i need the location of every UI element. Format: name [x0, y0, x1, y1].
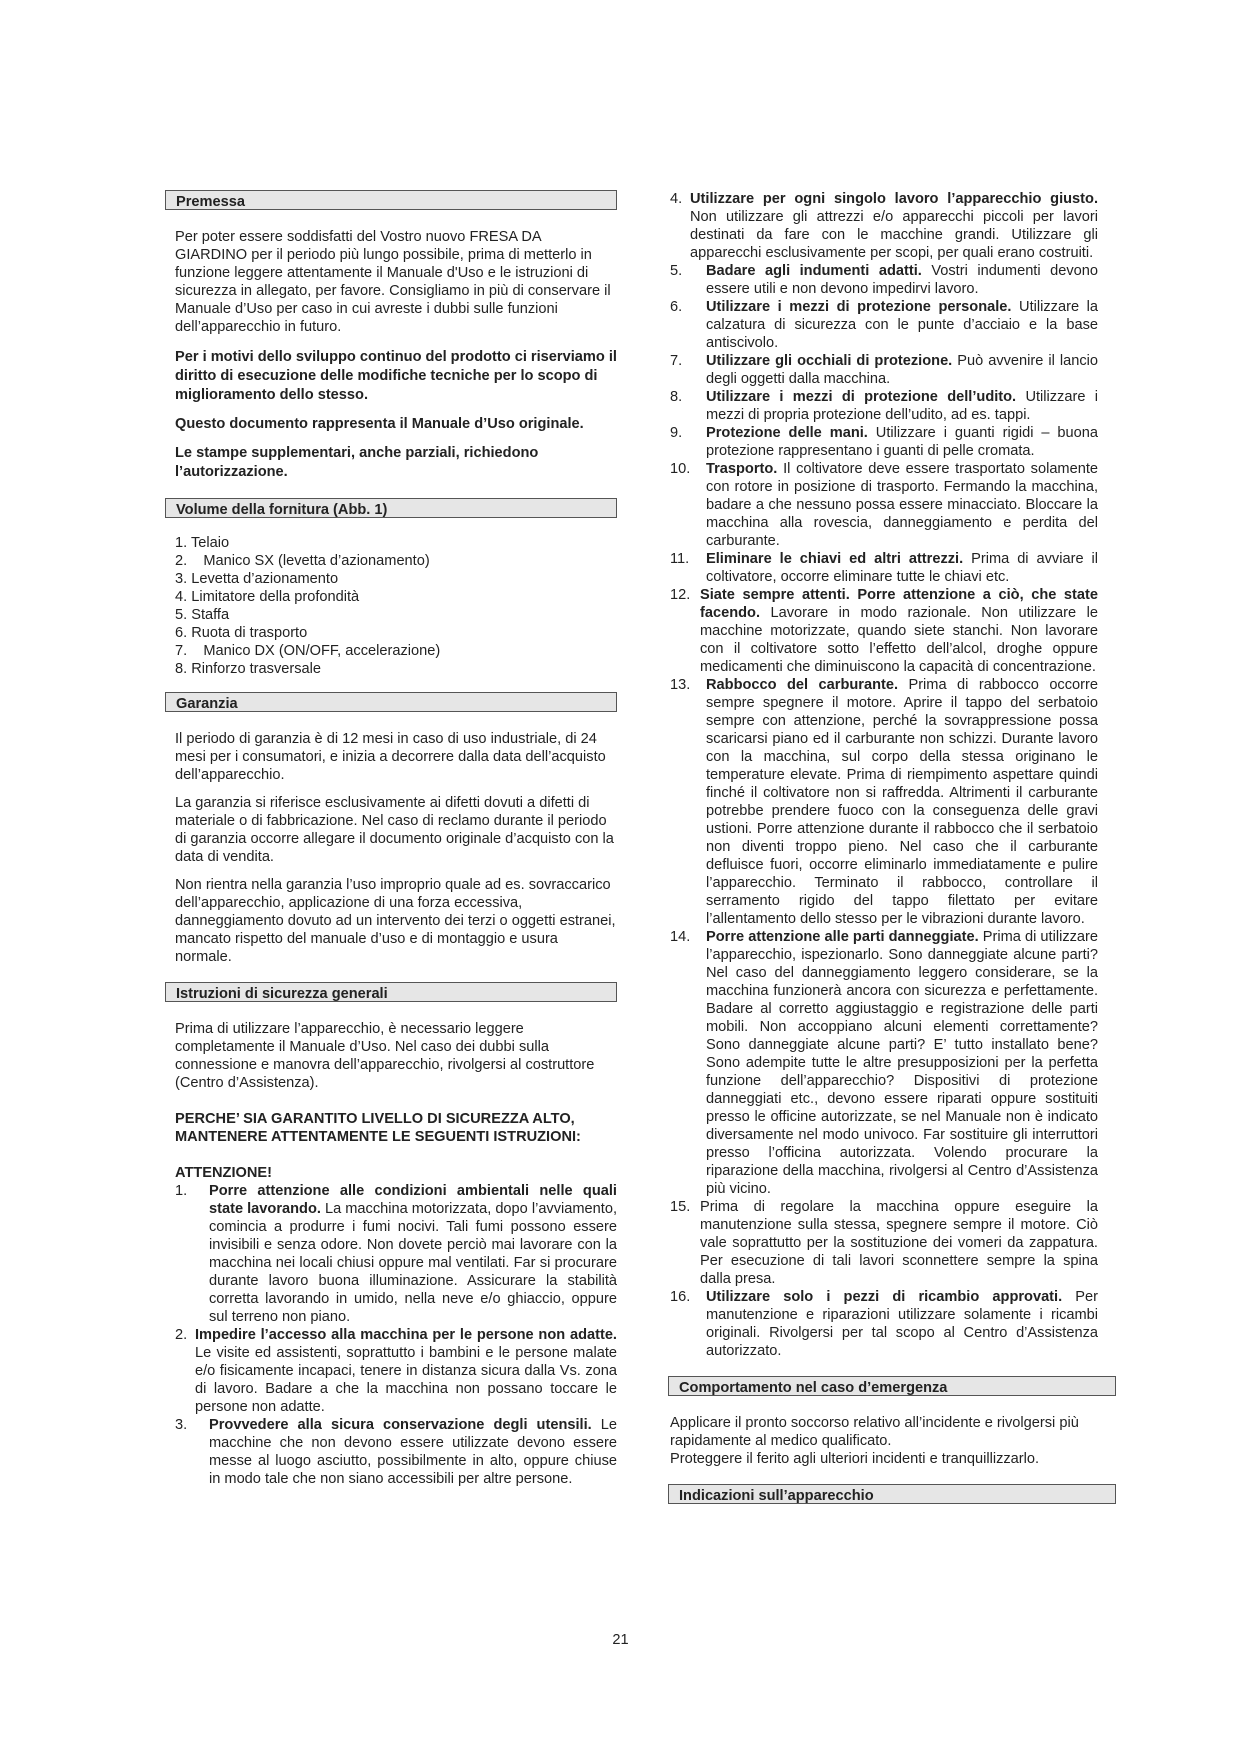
safety-item-text: Prima di rabbocco occorre sempre spegnere il motore. Aprire il tappo del serbatoio sempre con attenzione, perché la sovrappressione possa scaricarsi piano ed il carburante non schizzi. Durante lavoro con la macchina, sul corpo della stessa originano le temperature elevate. Prima di riempimento aspettare quindi finché il coltivatore non si raffredda. Altrimenti il carburante potrebbe prendere fuoco con la conseguenza delle gravi ustioni. Porre attenzione durante il rabbocco che il serbatoio non diventi troppo pieno. Nel caso che il carburante defluisce fuori, occorre eliminarlo immediatamente e pulire l’apparecchio. Terminato il rabbocco, controllare il serramento rigido del tappo filettato per evitare l’allentamento dello stesso per le vibrazioni durante lavoro.	[706, 677, 1098, 927]
safety-item-text: Le macchine che non devono essere utilizzate devono essere messe al luogo asciutto, possibilmente in alto, oppure chiuse in modo tale che non siano accessibili per altre persone.	[209, 1417, 617, 1487]
safety-item-number: 13.	[670, 677, 691, 693]
safety-item-number: 10.	[670, 461, 691, 477]
safety-item-number: 14.	[670, 929, 691, 945]
safety-item	[670, 586, 1098, 676]
safety-item-title: Trasporto.	[706, 461, 778, 477]
safety-item-text: Non utilizzare gli attrezzi e/o apparecchi piccoli per lavori destinati da fare con le macchine grandi. Utilizzare gli apparecchi esclusivamente per scopi, per quali erano costruiti.	[690, 209, 1098, 261]
section-heading-emergenza: Comportamento nel caso d’emergenza	[668, 1376, 1116, 1396]
safety-item-number: 11.	[670, 551, 690, 567]
safety-item	[670, 352, 1098, 388]
safety-item-number: 8.	[670, 389, 683, 405]
section-heading-indicazioni: Indicazioni sull’apparecchio	[668, 1484, 1116, 1504]
volume-list	[165, 534, 617, 678]
list-item: 2. Manico SX (levetta d’azionamento)	[175, 553, 430, 569]
premessa-paragraph-1: Per poter essere soddisfatti del Vostro nuovo FRESA DA GIARDINO per il periodo più lungo possibile, prima di metterlo in funzione leggere attentamente il Manuale d'Uso e le istruzioni di sicurezza in allegato, per favore. Consigliamo in più di conservare il Manuale d’Uso per caso in cui avreste i dubbi sulle funzioni dell’apparecchio in futuro.	[175, 229, 611, 335]
safety-item-text: Utilizzare la calzatura di sicurezza con le punte d’acciaio e la base antiscivolo.	[706, 299, 1098, 351]
safety-item-text: Prima di avviare il coltivatore, occorre eliminare tutte le chiavi etc.	[706, 551, 1098, 585]
safety-item-number: 16.	[670, 1289, 691, 1305]
safety-item-title: Eliminare le chiavi ed altri attrezzi.	[706, 551, 964, 567]
safety-item	[670, 928, 1098, 1198]
safety-item-title: Porre attenzione alle parti danneggiate.	[706, 929, 979, 945]
emergenza-paragraph-2: Proteggere il ferito agli ulteriori incidenti e tranquillizzarlo.	[670, 1451, 1040, 1467]
safety-item-title: Porre attenzione alle condizioni ambientali nelle quali state lavorando.	[209, 1183, 617, 1217]
safety-item-number: 12.	[670, 587, 691, 603]
safety-item-title: Utilizzare solo i pezzi di ricambio approvati.	[706, 1289, 1063, 1305]
safety-item-text: Utilizzare i guanti rigidi – buona protezione rappresentano i guanti di pelle cromata.	[706, 425, 1099, 459]
safety-item	[670, 262, 1098, 298]
garanzia-paragraph-3: Non rientra nella garanzia l’uso improprio quale ad es. sovraccarico dell’apparecchio, applicazione di una forza eccessiva, danneggiamento dovuto ad un intervento dei terzi o oggetti estranei, mancato rispetto del manuale d’uso e di montaggio e usura normale.	[175, 877, 616, 965]
safety-item-number: 3.	[175, 1417, 188, 1433]
safety-item-text: Può avvenire il lancio degli oggetti dalla macchina.	[706, 353, 1098, 387]
safety-item	[670, 190, 1098, 262]
safety-list-right	[670, 190, 1098, 1360]
safety-item-text: Il coltivatore deve essere trasportato solamente con rotore in posizione di trasporto. Fermando la macchina, badare a che nessuno possa essere minacciato. Bloccare la macchina alla rovescia, danneggiamento e perdita del carburante.	[706, 461, 1098, 549]
safety-item-title: Badare agli indumenti adatti.	[706, 263, 922, 279]
section-heading-garanzia: Garanzia	[165, 692, 617, 712]
safety-item-number: 9.	[670, 425, 683, 441]
list-item: 1. Telaio	[175, 535, 230, 551]
safety-item-text: Prima di regolare la macchina oppure eseguire la manutenzione sulla stessa, spegnere sempre il motore. Ciò vale soprattutto per la sostituzione dei vomeri da zappatura. Per esecuzione di tali lavori sconnettere sempre la spina dalla presa.	[700, 1199, 1098, 1287]
safety-item-title: Impedire l’accesso alla macchina per le persone non adatte.	[195, 1327, 617, 1343]
safety-item-title: Provvedere alla sicura conservazione degli utensili.	[209, 1417, 592, 1433]
safety-item	[175, 1182, 617, 1326]
safety-item-title: Siate sempre attenti. Porre attenzione a ciò, che state facendo.	[700, 587, 1098, 621]
safety-item-number: 6.	[670, 299, 683, 315]
safety-item	[175, 1326, 617, 1416]
safety-item-number: 4.	[670, 191, 683, 207]
premessa-paragraph-2: Per i motivi dello sviluppo continuo del prodotto ci riserviamo il diritto di esecuzione delle modifiche tecniche per lo scopo di miglioramento dello stesso.	[175, 349, 617, 403]
safety-item	[670, 1198, 1098, 1288]
safety-item-number: 7.	[670, 353, 683, 369]
safety-item-text: Lavorare in modo razionale. Non utilizzare le macchine motorizzate, quando siete stanchi. Non lavorare con il coltivatore sotto l’effetto dell’alcol, droghe oppure medicamenti che diminuiscono la capacità di concentrazione.	[700, 605, 1098, 675]
safety-item-title: Rabbocco del carburante.	[706, 677, 899, 693]
section-heading-volume: Volume della fornitura (Abb. 1)	[165, 498, 617, 518]
section-heading-istruzioni: Istruzioni di sicurezza generali	[165, 982, 617, 1002]
safety-item-text: Utilizzare i mezzi di propria protezione dell’udito, ad es. tappi.	[706, 389, 1099, 423]
safety-item	[670, 1288, 1098, 1360]
safety-item-number: 2.	[175, 1327, 188, 1343]
safety-item-title: Utilizzare i mezzi di protezione dell’udito.	[706, 389, 1017, 405]
safety-item-title: Protezione delle mani.	[706, 425, 868, 441]
premessa-paragraph-3: Questo documento rappresenta il Manuale d’Uso originale.	[175, 416, 584, 432]
safety-item	[670, 460, 1098, 550]
premessa-paragraph-4: Le stampe supplementari, anche parziali, richiedono l’autorizzazione.	[175, 445, 539, 480]
safety-item-number: 15.	[670, 1199, 691, 1215]
list-item: 4. Limitatore della profondità	[175, 589, 360, 605]
list-item: 5. Staffa	[175, 607, 230, 623]
safety-item-text: Vostri indumenti devono essere utili e non devono impedirvi lavoro.	[706, 263, 1098, 297]
safety-item-text: Le visite ed assistenti, soprattutto i bambini e le persone malate e/o fisicamente incapaci, tenere in distanza sicura dalla Vs. zona di lavoro. Badare a che la macchina non possano toccare le persone non adatte.	[195, 1345, 617, 1415]
page-number: 21	[612, 1632, 629, 1648]
list-item: 8. Rinforzo trasversale	[175, 661, 321, 677]
attenzione-label: ATTENZIONE!	[175, 1165, 273, 1181]
safety-item-title: Utilizzare i mezzi di protezione personale.	[706, 299, 1012, 315]
garanzia-paragraph-1: Il periodo di garanzia è di 12 mesi in caso di uso industriale, di 24 mesi per i consumatori, e inizia a decorrere dalla data dell’acquisto dell’apparecchio.	[175, 731, 606, 783]
left-column	[165, 190, 617, 1488]
istruzioni-caps-warning: PERCHE’ SIA GARANTITO LIVELLO DI SICUREZZA ALTO, MANTENERE ATTENTAMENTE LE SEGUENTI ISTRUZIONI:	[175, 1111, 581, 1145]
safety-list-left	[165, 1182, 617, 1488]
right-column	[670, 190, 1098, 1504]
safety-item	[670, 424, 1098, 460]
list-item: 3. Levetta d’azionamento	[175, 571, 339, 587]
safety-item-title: Utilizzare per ogni singolo lavoro l’apparecchio giusto.	[690, 191, 1098, 207]
emergenza-paragraph-1: Applicare il pronto soccorso relativo all’incidente e rivolgersi più rapidamente al medico qualificato.	[670, 1415, 1079, 1449]
safety-item	[175, 1416, 617, 1488]
safety-item-title: Utilizzare gli occhiali di protezione.	[706, 353, 953, 369]
section-heading-premessa: Premessa	[165, 190, 617, 210]
safety-item-text: La macchina motorizzata, dopo l’avviamento, comincia a produrre i fumi nocivi. Tali fumi possono essere invisibili e senza odore. Non dovete perciò mai lavorare con la macchina nei locali chiusi oppure mal ventilati. Far si procurare durante lavoro buona illuminazione. Assicurare la stabilità corretta lavorando in umido, nella neve e/o ghiaccio, oppure sul terreno non piano.	[209, 1201, 618, 1325]
safety-item	[670, 298, 1098, 352]
garanzia-paragraph-2: La garanzia si riferisce esclusivamente ai difetti dovuti a difetti di materiale o di fabbricazione. Nel caso di reclamo durante il periodo di garanzia occorre allegare il documento originale d’acquisto con la data di vendita.	[175, 795, 614, 865]
safety-item	[670, 550, 1098, 586]
list-item: 7. Manico DX (ON/OFF, accelerazione)	[175, 643, 441, 659]
safety-item	[670, 676, 1098, 928]
list-item: 6. Ruota di trasporto	[175, 625, 308, 641]
istruzioni-paragraph-1: Prima di utilizzare l’apparecchio, è necessario leggere completamente il Manuale d’Uso. Nel caso dei dubbi sulla connessione e manovra dell’apparecchio, rivolgersi al costruttore (Centro d’Assistenza).	[175, 1021, 595, 1091]
safety-item-text: Per manutenzione e riparazioni utilizzare solamente i ricambi originali. Rivolgersi per tal scopo al Centro d’Assistenza autorizzato.	[706, 1289, 1099, 1359]
safety-item-text: Prima di utilizzare l’apparecchio, ispezionarlo. Sono danneggiate alcune parti? Nel caso del danneggiamento leggero considerare, se la macchina funzionerà ancora con sicurezza e perfettamente. Badare al corretto aggiustaggio e registrazione delle parti mobili. Non accoppiano alcuni elementi correttamente? Sono danneggiate alcune parti? E’ tutto installato bene? Sono adempite tutte le altre presupposizioni per la perfetta funzione dell’apparecchio? Dispositivi di protezione danneggiati etc., devono essere riparati oppure sostituiti presso le officine autorizzate, se nel Manuale non è indicato diversamente nel modo univoco. Far sostituire gli interruttori presso l’officina autorizzata. Volendo procurare la riparazione della macchina, rivolgersi al Centro d’Assistenza più vicino.	[706, 929, 1098, 1197]
safety-item	[670, 388, 1098, 424]
safety-item-number: 1.	[175, 1183, 188, 1199]
safety-item-number: 5.	[670, 263, 683, 279]
